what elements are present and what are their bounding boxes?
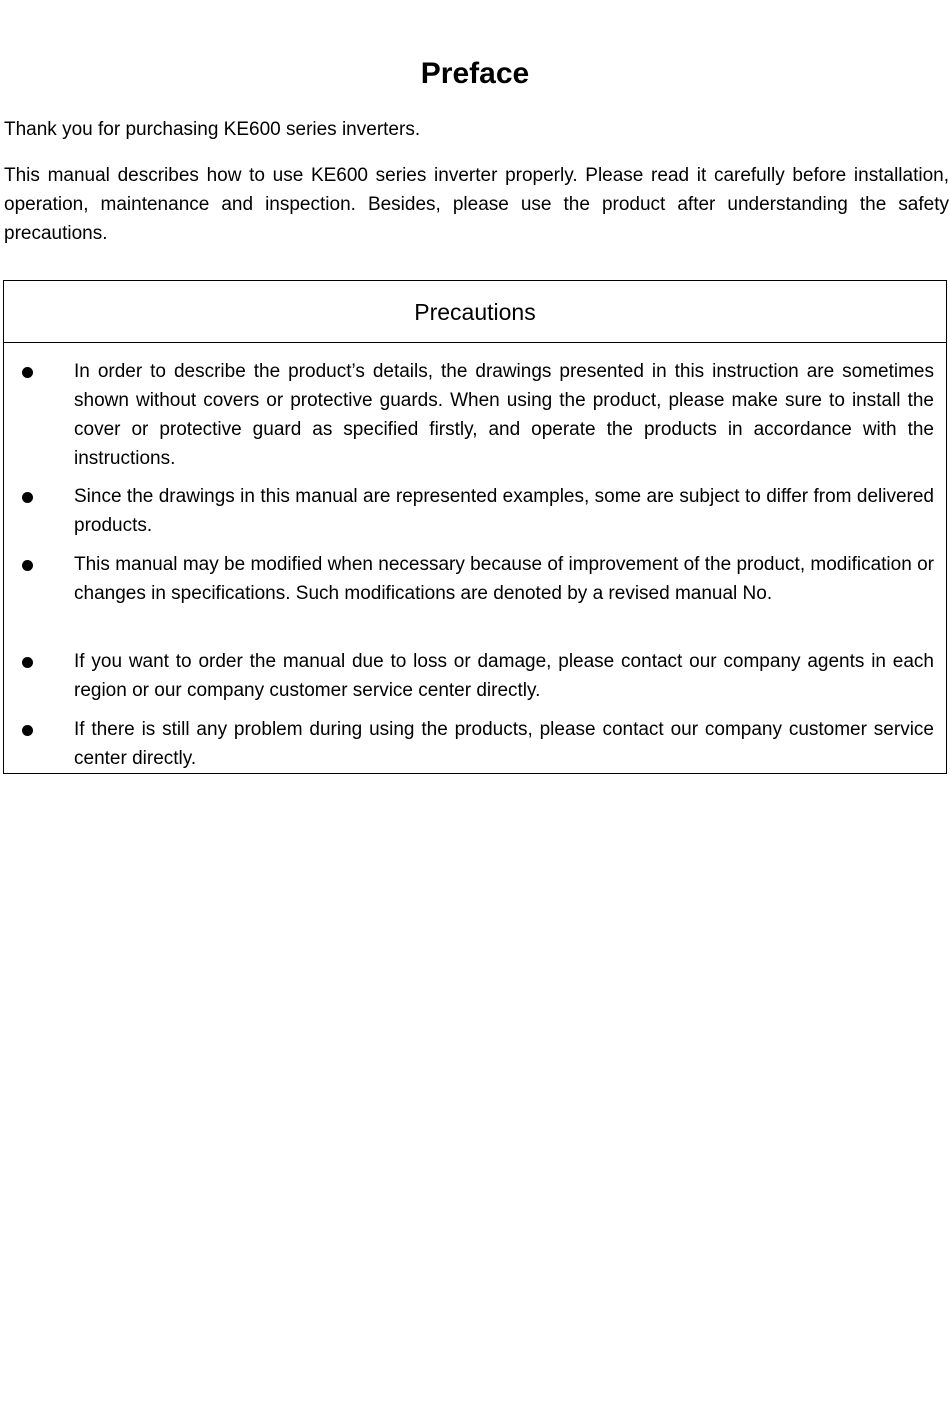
precautions-box (3, 280, 947, 774)
precaution-text: In order to describe the product’s details, the drawings presented in this instruction are sometimes shown without covers or protective guards. When using the product, please make sure to install the cover or protective guard as specified firstly, and operate the products in accordance with the instructions. (74, 361, 934, 469)
intro-paragraph: Thank you for purchasing KE600 series inverters. (4, 119, 421, 140)
bullet-icon (22, 492, 33, 503)
bullet-icon (22, 657, 33, 668)
precaution-text: If you want to order the manual due to loss or damage, please contact our company agents in each region or our company customer service center directly. (74, 651, 934, 701)
precautions-header: Precautions (4, 281, 946, 343)
page-title: Preface (420, 57, 530, 90)
bullet-icon (22, 367, 33, 378)
bullet-icon (22, 725, 33, 736)
precaution-text: This manual may be modified when necessary because of improvement of the product, modification or changes in specifications. Such modifications are denoted by a revised manual No. (74, 554, 934, 604)
bullet-icon (22, 560, 33, 571)
description-paragraph: This manual describes how to use KE600 series inverter properly. Please read it carefully before installation, operation, maintenance and inspection. Besides, please use the product after understanding the safety precautions. (4, 165, 949, 244)
precaution-text: If there is still any problem during using the products, please contact our company customer service center directly. (74, 719, 934, 769)
precaution-text: Since the drawings in this manual are represented examples, some are subject to differ from delivered products. (74, 486, 934, 536)
